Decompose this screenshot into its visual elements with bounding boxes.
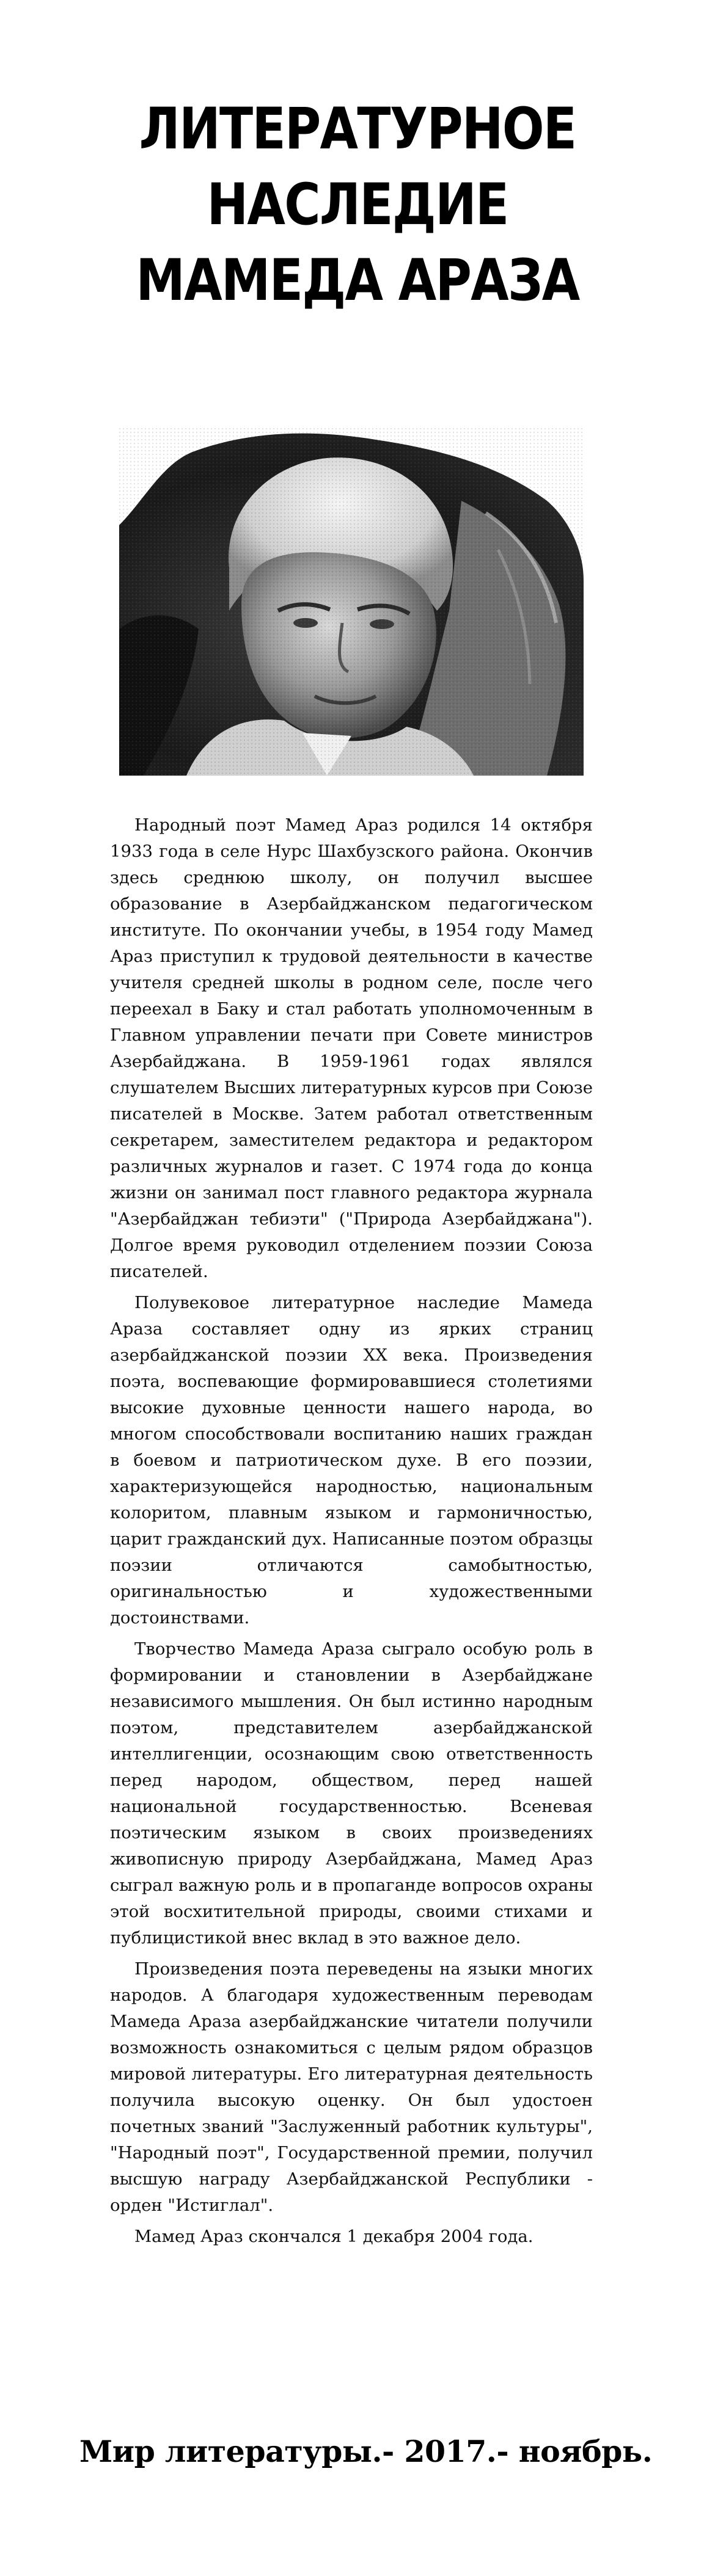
title-line-2: НАСЛЕДИЕ — [207, 172, 508, 238]
portrait-photo-icon — [119, 428, 584, 776]
title-line-3: МАМЕДА АРАЗА — [136, 247, 579, 314]
source-citation: Мир литературы.- 2017.- ноябрь. — [79, 2434, 653, 2469]
title-line-1: ЛИТЕРАТУРНОЕ — [139, 96, 576, 162]
article-paragraph-3: Творчество Мамеда Араза сыграло особую роль в формировании и становлении в Азербайджане независимого мышления. Он был истинно народным поэтом, представителем азербайджанской интеллигенции, осознающим свою ответственность перед народом, обществом, перед нашей национальной государственностью. Всеневая поэтическим языком в своих произведениях живописную природу Азербайджана, Мамед Араз сыграл важную роль и в пропаганде вопросов охраны этой восхитительной природы, своими стихами и публицистикой внес вклад в это важное дело. — [110, 1639, 593, 1948]
portrait-photo-graphic — [119, 428, 584, 776]
article-paragraph-1: Народный поэт Мамед Араз родился 14 октября 1933 года в селе Нурс Шахбузского района. Окончив здесь среднюю школу, он получил высшее образование в Азербайджанском педагогическом институте. По окончании учебы, в 1954 году Мамед Араз приступил к трудовой деятельности в качестве учителя средней школы в родном селе, после чего переехал в Баку и стал работать уполномоченным в Главном управлении печати при Совете министров Азербайджана. В 1959-1961 годах являлся слушателем Высших литературных курсов при Союзе писателей в Москве. Затем работал ответственным секретарем, заместителем редактора и редактором различных журналов и газет. С 1974 года до конца жизни он занимал пост главного редактора журнала "Азербайджан тебиэти" ("Природа Азербайджана"). Долгое время руководил отделением поэзии Союза писателей. — [110, 815, 593, 1281]
article-paragraph-5: Мамед Араз скончался 1 декабря 2004 года. — [134, 2227, 534, 2246]
article-paragraph-2: Полувековое литературное наследие Мамеда Араза составляет одну из ярких страниц азербайджанской поэзии XX века. Произведения поэта, воспевающие формировавшиеся столетиями высокие духовные ценности нашего народа, во многом способствовали воспитанию наших граждан в боевом и патриотическом духе. В его поэзии, характеризующейся народностью, национальным колоритом, плавным языком и гармоничностью, царит гражданский дух. Написанные поэтом образцы поэзии отличаются самобытностью, оригинальностью и художественными достоинствами. — [110, 1293, 593, 1628]
article-paragraph-4: Произведения поэта переведены на языки многих народов. А благодаря художественным переводам Мамеда Араза азербайджанские читатели получили возможность ознакомиться с целым рядом образцов мировой литературы. Его литературная деятельность получила высокую оценку. Он был удостоен почетных званий "Заслуженный работник культуры", "Народный поэт", Государственной премии, получил высшую награду Азербайджанской Республики - орден "Истиглал". — [110, 1959, 593, 2215]
article-body — [110, 812, 593, 2255]
article-title — [98, 92, 617, 319]
